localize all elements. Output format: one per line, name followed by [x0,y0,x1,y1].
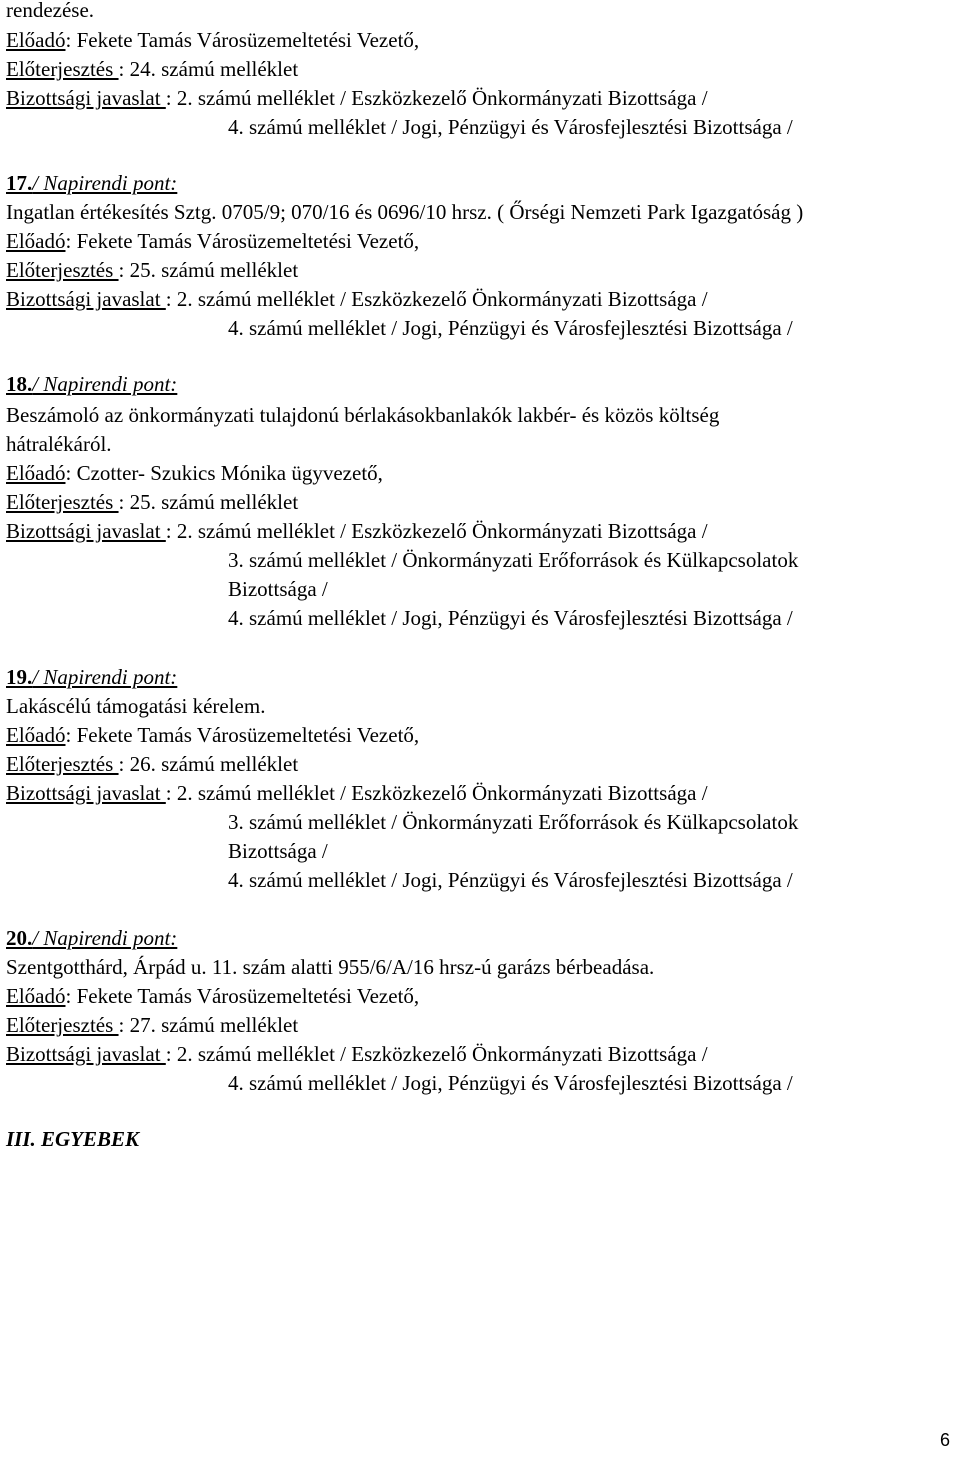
item-20-eloado [6,983,419,1009]
eloado-value: : Fekete Tamás Városüzemeltetési Vezető, [65,28,420,52]
item-17-bizottsagi [6,286,708,312]
item-20-bizottsagi-4: 4. számú melléklet / Jogi, Pénzügyi és Városfejlesztési Bizottsága / [228,1071,793,1095]
top-eloterjesztes [6,56,298,82]
top-bizottsagi [6,85,708,111]
bizottsagi-value: : 2. számú melléklet / Eszközkezelő Önkormányzati Bizottsága / [165,519,708,543]
item-20-eloterjesztes [6,1012,298,1038]
item-19-eloado [6,722,419,748]
item-number: 20. [6,926,33,950]
top-bizottsagi-4: 4. számú melléklet / Jogi, Pénzügyi és Városfejlesztési Bizottsága / [228,115,793,139]
eloado-value: : Fekete Tamás Városüzemeltetési Vezető, [65,723,420,747]
eloado-label: Előadó [6,28,66,52]
section-heading: III. EGYEBEK [6,1127,140,1151]
item-number: 18. [6,372,33,396]
item-18-eloterjesztes [6,489,298,515]
eloterjesztes-value: : 25. számú melléklet [118,258,299,282]
eloterjesztes-value: : 26. számú melléklet [118,752,299,776]
top-text: rendezése. [6,0,95,22]
bizottsagi-value: : 2. számú melléklet / Eszközkezelő Önkormányzati Bizottsága / [165,86,708,110]
eloado-value: : Fekete Tamás Városüzemeltetési Vezető, [65,229,420,253]
item-18-bizottsagi [6,518,708,544]
bizottsagi-value: : 2. számú melléklet / Eszközkezelő Önkormányzati Bizottsága / [165,1042,708,1066]
item-18-heading [6,371,177,397]
eloterjesztes-label: Előterjesztés [6,752,119,776]
item-17-eloterjesztes [6,257,298,283]
item-number: 19. [6,665,33,689]
item-19-bizottsagi [6,780,708,806]
item-20-heading [6,925,177,951]
item-19-eloterjesztes [6,751,298,777]
item-19-bizottsagi-3a: 3. számú melléklet / Önkormányzati Erőforrások és Külkapcsolatok [228,810,799,834]
item-17-title: Ingatlan értékesítés Sztg. 0705/9; 070/16 és 0696/10 hrsz. ( Őrségi Nemzeti Park Igazgatóság ) [6,200,804,224]
item-18-bizottsagi-4: 4. számú melléklet / Jogi, Pénzügyi és Városfejlesztési Bizottsága / [228,606,793,630]
item-number: 17. [6,171,33,195]
napirendi-label: / Napirendi pont: [32,665,178,689]
napirendi-label: / Napirendi pont: [32,926,178,950]
item-18-title-2: hátralékáról. [6,432,112,456]
item-19-bizottsagi-3b: Bizottsága / [228,839,328,863]
eloado-label: Előadó [6,229,66,253]
item-19-title: Lakáscélú támogatási kérelem. [6,694,266,718]
eloado-label: Előadó [6,723,66,747]
eloterjesztes-label: Előterjesztés [6,490,119,514]
eloterjesztes-value: : 24. számú melléklet [118,57,299,81]
bizottsagi-value: : 2. számú melléklet / Eszközkezelő Önkormányzati Bizottsága / [165,287,708,311]
item-18-bizottsagi-3a: 3. számú melléklet / Önkormányzati Erőforrások és Külkapcsolatok [228,548,799,572]
item-19-heading [6,664,177,690]
eloterjesztes-label: Előterjesztés [6,1013,119,1037]
item-19-bizottsagi-4: 4. számú melléklet / Jogi, Pénzügyi és Városfejlesztési Bizottsága / [228,868,793,892]
eloado-label: Előadó [6,984,66,1008]
eloado-label: Előadó [6,461,66,485]
eloterjesztes-label: Előterjesztés [6,258,119,282]
bizottsagi-label: Bizottsági javaslat [6,781,166,805]
item-18-eloado [6,460,383,486]
item-20-title: Szentgotthárd, Árpád u. 11. szám alatti 955/6/A/16 hrsz-ú garázs bérbeadása. [6,955,655,979]
bizottsagi-label: Bizottsági javaslat [6,519,166,543]
item-17-bizottsagi-4: 4. számú melléklet / Jogi, Pénzügyi és Városfejlesztési Bizottsága / [228,316,793,340]
page-number: 6 [939,1430,950,1450]
eloterjesztes-label: Előterjesztés [6,57,119,81]
item-20-bizottsagi [6,1041,708,1067]
eloado-value: : Fekete Tamás Városüzemeltetési Vezető, [65,984,420,1008]
eloado-value: : Czotter- Szukics Mónika ügyvezető, [65,461,383,485]
napirendi-label: / Napirendi pont: [32,171,178,195]
top-eloado [6,27,419,53]
item-17-eloado [6,228,419,254]
eloterjesztes-value: : 27. számú melléklet [118,1013,299,1037]
eloterjesztes-value: : 25. számú melléklet [118,490,299,514]
bizottsagi-label: Bizottsági javaslat [6,1042,166,1066]
napirendi-label: / Napirendi pont: [32,372,178,396]
item-18-title-1: Beszámoló az önkormányzati tulajdonú bérlakásokbanlakók lakbér- és közös költség [6,403,720,427]
item-17-heading [6,170,177,196]
bizottsagi-label: Bizottsági javaslat [6,86,166,110]
bizottsagi-value: : 2. számú melléklet / Eszközkezelő Önkormányzati Bizottsága / [165,781,708,805]
bizottsagi-label: Bizottsági javaslat [6,287,166,311]
item-18-bizottsagi-3b: Bizottsága / [228,577,328,601]
